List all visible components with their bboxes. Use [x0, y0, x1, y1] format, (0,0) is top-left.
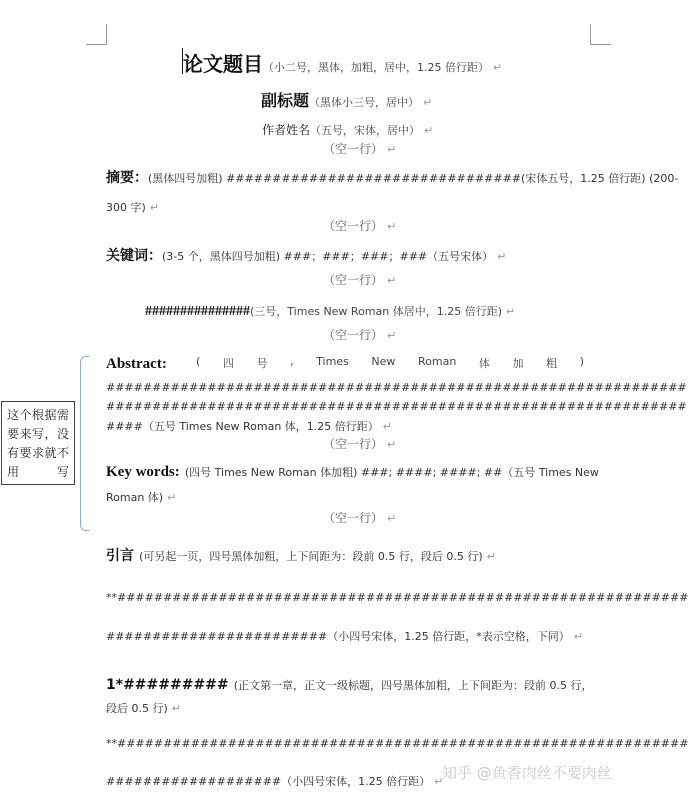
blank-line-label: （空一行）: [323, 328, 384, 342]
intro-format-note: (可另起一页，四号黑体加粗，上下间距为：段前 0.5 行，段后 0.5 行): [139, 550, 483, 563]
abstract-en-note-char: ,: [290, 355, 294, 368]
blank-line-label: （空一行）: [323, 219, 384, 233]
chapter1-heading: 1*#########: [106, 677, 229, 693]
blank-line-6: [323, 509, 396, 526]
blank-line-label: （空一行）: [323, 437, 384, 451]
blank-line-1: [323, 140, 396, 157]
thesis-title: 论文题目: [183, 52, 263, 76]
paragraph-mark-icon: ↵: [387, 143, 397, 156]
abstract-cn-text-2: 300 字): [106, 201, 146, 214]
intro-body-line-1[interactable]: [106, 591, 689, 604]
abstract-en-note-char: 粗: [546, 357, 558, 370]
paragraph-mark-icon: ↵: [423, 96, 433, 109]
paragraph-mark-icon: ↵: [167, 491, 177, 504]
paragraph-mark-icon: ↵: [387, 512, 397, 525]
paragraph-mark-icon: ↵: [387, 329, 397, 342]
subtitle-line[interactable]: [261, 88, 432, 111]
abstract-en-format-note: [196, 355, 584, 371]
margin-comment[interactable]: [1, 401, 75, 485]
intro-heading-line[interactable]: [106, 545, 496, 565]
abstract-en-text-3: ####（五号 Times New Roman 体，1.25 倍行距）: [106, 420, 379, 433]
abstract-en-text-1: ###############################################################: [106, 381, 687, 394]
paragraph-mark-icon: ↵: [387, 438, 397, 451]
abstract-cn-label: 摘要：: [106, 170, 148, 186]
paragraph-mark-icon: ↵: [424, 124, 434, 137]
keywords-cn-line[interactable]: [106, 245, 506, 265]
abstract-en-line-3[interactable]: [106, 400, 687, 413]
blank-line-label: （空一行）: [323, 511, 384, 525]
blank-line-5: [323, 435, 396, 452]
comment-bracket: [80, 356, 89, 531]
abstract-en-text-2: ###############################################################: [106, 400, 687, 413]
blank-line-2: [323, 217, 396, 234]
abstract-en-note-char: Times: [316, 355, 349, 368]
abstract-cn-line-2[interactable]: [106, 196, 159, 215]
paragraph-mark-icon: ↵: [387, 274, 397, 287]
keywords-en-line-1[interactable]: [106, 461, 599, 481]
abstract-cn-line-1[interactable]: [106, 167, 678, 187]
paragraph-mark-icon: ↵: [493, 61, 503, 74]
thesis-title-line[interactable]: [183, 48, 502, 77]
abstract-en-line-2[interactable]: [106, 381, 687, 394]
blank-line-label: （空一行）: [323, 273, 384, 287]
abstract-en-note-char: 号: [256, 357, 268, 370]
chapter1-body-text-2: ###################（小四号宋体，1.25 倍行距）: [106, 775, 431, 788]
chapter1-heading-line-2[interactable]: [106, 700, 181, 716]
author-line[interactable]: [262, 119, 433, 138]
chapter1-body-line-1[interactable]: [106, 737, 689, 750]
abstract-en-line-4[interactable]: [106, 418, 392, 434]
english-title-line[interactable]: [145, 300, 515, 320]
author-format-note: （五号，宋体，居中）: [310, 124, 421, 137]
paragraph-mark-icon: ↵: [573, 630, 583, 643]
chapter1-body-line-2[interactable]: [106, 773, 443, 789]
keywords-cn-text: (3-5 个，黑体四号加粗) ###；###；###；###（五号宋体）: [162, 250, 494, 263]
abstract-en-line-1[interactable]: [106, 353, 167, 373]
author-name: 作者姓名: [262, 123, 311, 137]
paragraph-mark-icon: ↵: [171, 702, 181, 715]
abstract-en-note-char: 体: [478, 357, 490, 370]
keywords-en-line-2[interactable]: [106, 489, 176, 505]
paragraph-mark-icon: ↵: [387, 220, 397, 233]
abstract-en-note-char: 加: [512, 357, 524, 370]
abstract-en-note-char: ): [579, 355, 584, 368]
page-margin-corner-right: [590, 24, 611, 45]
paragraph-mark-icon: ↵: [506, 305, 516, 318]
paragraph-mark-icon: ↵: [486, 550, 496, 563]
intro-body-text-2: ########################（小四号宋体，1.25 倍行距，*表示空格，下同）: [106, 630, 570, 643]
abstract-cn-text-1: (黑体四号加粗) ################################(宋体五号，1.25 倍行距) (200-: [148, 172, 679, 185]
chapter1-body-text-1: **##############################################################: [106, 737, 689, 750]
english-title-format-note: (三号，Times New Roman 体居中，1.25 倍行距): [250, 305, 503, 318]
subtitle-format-note: （黑体小三号，居中）: [309, 96, 420, 109]
keywords-en-text-1: (四号 Times New Roman 体加粗) ###; ####; ####; ##（五号 Times New: [184, 466, 599, 479]
intro-body-text-1: **##############################################################: [106, 591, 689, 604]
intro-heading: 引言: [106, 548, 134, 564]
abstract-en-label: Abstract:: [106, 356, 167, 372]
margin-comment-text: 这个根据需要来写，没有要求就不用写: [7, 408, 69, 479]
keywords-en-text-2: Roman 体): [106, 491, 164, 504]
abstract-en-note-char: New: [371, 355, 396, 368]
blank-line-label: （空一行）: [323, 142, 384, 156]
english-title-placeholder: ###############: [145, 304, 250, 319]
abstract-en-note-char: (: [196, 355, 201, 368]
chapter1-format-note-1: (正文第一章，正文一级标题，四号黑体加粗，上下间距为：段前 0.5 行，: [233, 679, 593, 692]
paragraph-mark-icon: ↵: [382, 420, 393, 433]
keywords-en-label: Key words:: [106, 464, 180, 480]
chapter1-format-note-2: 段后 0.5 行): [106, 702, 168, 715]
subtitle: 副标题: [261, 91, 310, 110]
blank-line-4: [323, 326, 396, 343]
page-margin-corner-left: [86, 24, 107, 45]
intro-body-line-2[interactable]: [106, 628, 583, 644]
paragraph-mark-icon: ↵: [434, 775, 444, 788]
paragraph-mark-icon: ↵: [149, 201, 160, 214]
keywords-cn-label: 关键词：: [106, 248, 162, 264]
blank-line-3: [323, 271, 396, 288]
paragraph-mark-icon: ↵: [497, 250, 507, 263]
thesis-title-format-note: （小二号，黑体，加粗，居中，1.25 倍行距）: [263, 61, 489, 74]
abstract-en-note-char: 四: [222, 357, 234, 370]
chapter1-heading-line-1[interactable]: [106, 674, 593, 693]
abstract-en-note-char: Roman: [418, 355, 457, 368]
zhihu-watermark: 知乎 @鱼香肉丝不要肉丝: [442, 764, 612, 782]
